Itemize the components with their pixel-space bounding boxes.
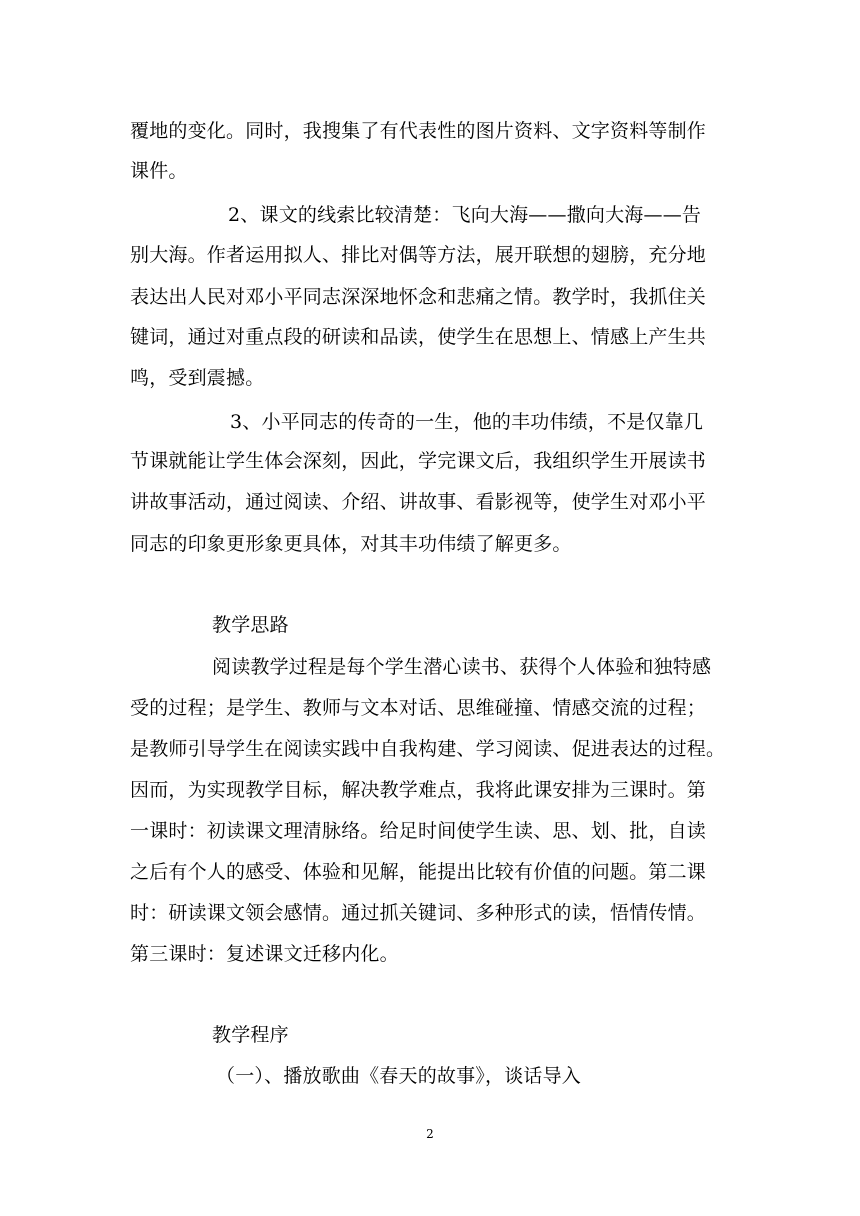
text-line: 同志的印象更形象更具体，对其丰功伟绩了解更多。 [130, 533, 572, 555]
section-heading: 教学程序 [212, 1024, 289, 1046]
text-line: 是教师引导学生在阅读实践中自我构建、学习阅读、促进表达的过程。 [130, 738, 726, 760]
page-number: 2 [426, 1127, 434, 1141]
text-line: 受的过程；是学生、教师与文本对话、思维碰撞、情感交流的过程； [130, 697, 707, 719]
text-line: 时：研读课文领会感情。通过抓关键词、多种形式的读，悟情传情。 [130, 902, 707, 924]
text-line: 之后有个人的感受、体验和见解，能提出比较有价值的问题。第二课 [130, 861, 707, 883]
text-line: 3、小平同志的传奇的一生，他的丰功伟绩，不是仅靠几 [230, 411, 704, 433]
text-line: 因而，为实现教学目标，解决教学难点，我将此课安排为三课时。第 [130, 779, 707, 801]
text-line: 鸣，受到震撼。 [130, 367, 265, 389]
text-line: （一）、播放歌曲《春天的故事》，谈话导入 [216, 1065, 582, 1087]
text-line: 表达出人民对邓小平同志深深地怀念和悲痛之情。教学时，我抓住关 [130, 286, 707, 308]
text-line: 阅读教学过程是每个学生潜心读书、获得个人体验和独特感 [212, 656, 712, 678]
text-line: 第三课时：复述课文迁移内化。 [130, 943, 399, 965]
text-line: 2、课文的线索比较清楚：飞向大海——撒向大海——告 [228, 204, 702, 226]
text-line: 键词，通过对重点段的研读和品读，使学生在思想上、情感上产生共 [130, 326, 707, 348]
text-line: 讲故事活动，通过阅读、介绍、讲故事、看影视等，使学生对邓小平 [130, 491, 707, 513]
text-line: 节课就能让学生体会深刻，因此，学完课文后，我组织学生开展读书 [130, 450, 707, 472]
text-line: 课件。 [130, 160, 188, 182]
section-heading: 教学思路 [212, 614, 289, 636]
text-line: 覆地的变化。同时，我搜集了有代表性的图片资料、文字资料等制作 [130, 120, 707, 142]
text-line: 别大海。作者运用拟人、排比对偶等方法，展开联想的翅膀，充分地 [130, 244, 707, 266]
text-line: 一课时：初读课文理清脉络。给足时间使学生读、思、划、批，自读 [130, 820, 707, 842]
